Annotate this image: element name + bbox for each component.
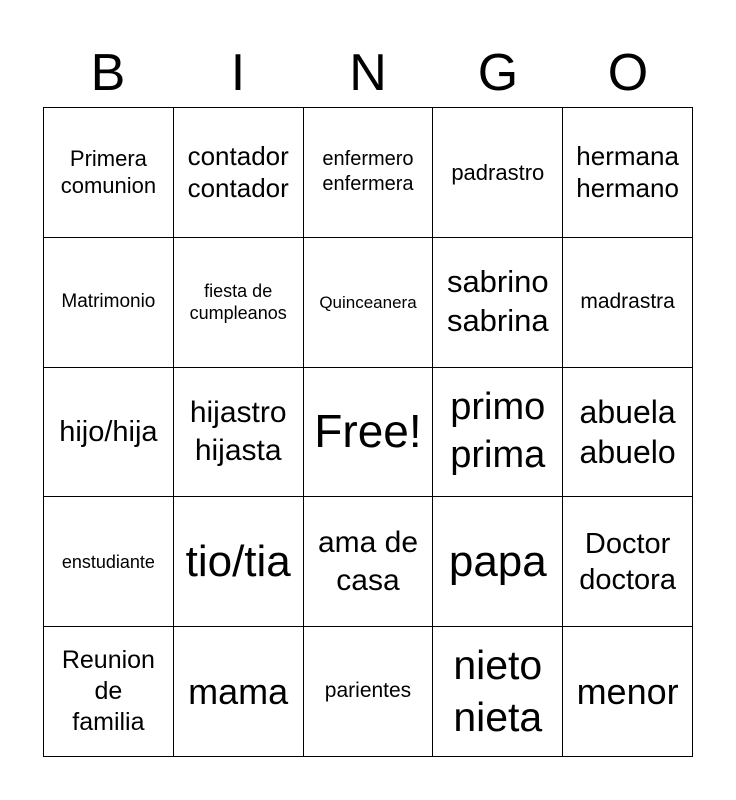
bingo-cell[interactable] bbox=[174, 497, 304, 627]
bingo-cell-label: madrastra bbox=[580, 290, 675, 314]
bingo-cell[interactable] bbox=[563, 238, 693, 368]
bingo-cell[interactable] bbox=[563, 368, 693, 498]
bingo-cell-label: mama bbox=[188, 671, 289, 713]
bingo-cell-label: nieto nieta bbox=[453, 642, 543, 740]
header-letter-i: I bbox=[230, 44, 246, 102]
bingo-cell-label: hijo/hija bbox=[59, 415, 158, 448]
header-letter-g: G bbox=[477, 44, 519, 102]
bingo-cell[interactable] bbox=[44, 238, 174, 368]
bingo-cell[interactable] bbox=[433, 497, 563, 627]
bingo-cell-label: enstudiante bbox=[61, 551, 155, 572]
bingo-cell-label: tio/tia bbox=[185, 537, 291, 587]
bingo-cell-label: hermana hermano bbox=[576, 140, 679, 204]
bingo-board bbox=[43, 107, 693, 757]
bingo-cell-label: Matrimonio bbox=[61, 291, 156, 313]
header-letter-b: B bbox=[90, 44, 126, 102]
bingo-cell-label: abuela abuelo bbox=[579, 393, 676, 470]
bingo-cell[interactable] bbox=[304, 108, 434, 238]
bingo-cell[interactable] bbox=[563, 108, 693, 238]
bingo-cell-label: padrastro bbox=[451, 159, 545, 185]
bingo-cell-label: Quinceanera bbox=[319, 292, 417, 312]
bingo-cell[interactable] bbox=[563, 627, 693, 757]
bingo-cell-label: fiesta de cumpleanos bbox=[189, 280, 287, 324]
bingo-cell[interactable] bbox=[44, 368, 174, 498]
bingo-cell-label: Primera comunion bbox=[60, 145, 157, 199]
bingo-cell-label: Doctor doctora bbox=[579, 527, 676, 596]
bingo-cell[interactable] bbox=[174, 368, 304, 498]
bingo-cell[interactable] bbox=[304, 368, 434, 498]
bingo-cell[interactable] bbox=[44, 497, 174, 627]
bingo-cell[interactable] bbox=[174, 627, 304, 757]
bingo-cell-label: Free! bbox=[314, 405, 422, 458]
bingo-cell[interactable] bbox=[304, 238, 434, 368]
bingo-cell[interactable] bbox=[433, 368, 563, 498]
bingo-cell[interactable] bbox=[433, 108, 563, 238]
bingo-cell-label: ama de casa bbox=[317, 526, 419, 597]
bingo-cell[interactable] bbox=[44, 627, 174, 757]
bingo-cell-label: contador contador bbox=[187, 140, 289, 204]
header-letter-o: O bbox=[607, 44, 649, 102]
bingo-cell[interactable] bbox=[174, 238, 304, 368]
bingo-cell-label: papa bbox=[448, 537, 547, 587]
bingo-header bbox=[43, 40, 693, 106]
header-letter-n: N bbox=[349, 44, 387, 102]
bingo-cell-label: enfermero enfermera bbox=[322, 148, 414, 196]
bingo-cell[interactable] bbox=[304, 627, 434, 757]
bingo-cell-label: menor bbox=[576, 671, 679, 713]
bingo-cell[interactable] bbox=[44, 108, 174, 238]
bingo-cell-label: Reunion de familia bbox=[61, 645, 155, 737]
bingo-cell[interactable] bbox=[433, 627, 563, 757]
bingo-cell-label: parientes bbox=[324, 679, 412, 703]
bingo-cell[interactable] bbox=[563, 497, 693, 627]
bingo-cell[interactable] bbox=[174, 108, 304, 238]
bingo-cell[interactable] bbox=[304, 497, 434, 627]
bingo-cell-label: hijastro hijasta bbox=[189, 396, 287, 467]
bingo-cell-label: primo prima bbox=[450, 386, 546, 476]
bingo-cell[interactable] bbox=[433, 238, 563, 368]
bingo-cell-label: sabrino sabrina bbox=[446, 264, 549, 339]
